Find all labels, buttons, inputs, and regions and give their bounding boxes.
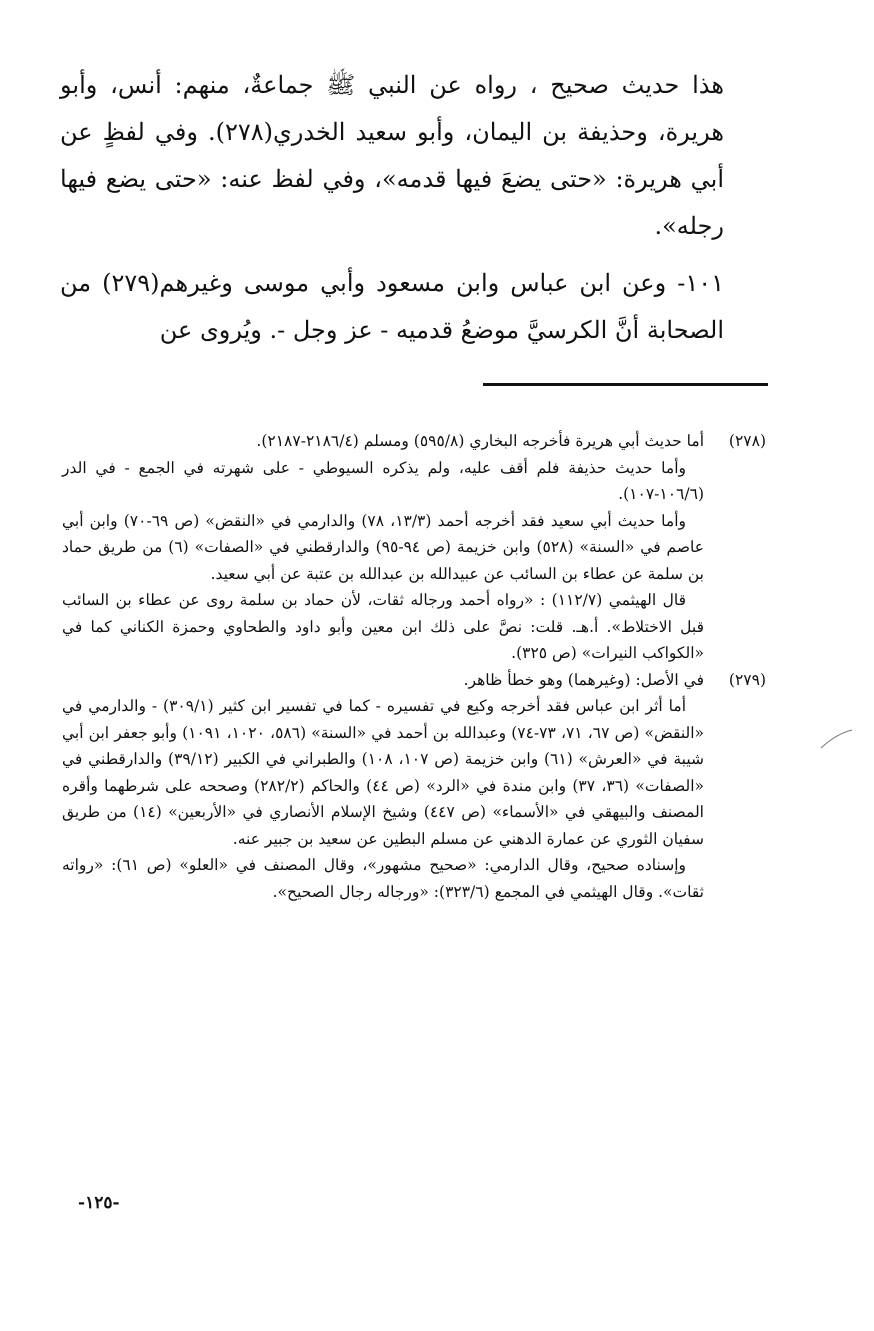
main-paragraph-2: ١٠١- وعن ابن عباس وابن مسعود وأبي موسى وغيرهم(٢٧٩) من الصحابة أنَّ الكرسيَّ موضعُ قدميه - عز وجل -. ويُروى عن [60, 269, 725, 344]
main-paragraph-1: هذا حديث صحيح ، رواه عن النبي ﷺ جماعةٌ، منهم: أنس، وأبو هريرة، وحذيفة بن اليمان، وأبو سعيد الخدري(٢٧٨). وفي لفظٍ عن أبي هريرة: «حتى يضعَ فيها قدمه»، وفي لفظ عنه: «حتى يضع فيها رجله». [60, 71, 725, 240]
footnotes [62, 428, 766, 905]
footnote-paragraph: وأما حديث أبي سعيد فقد أخرجه أحمد (١٣/٣، ٧٨) والدارمي في «النقض» (ص ٦٩-٧٠) وابن أبي عاصم في «السنة» (٥٢٨) وابن خزيمة (ص ٩٤-٩٥) والدارقطني في «الصفات» (٦) من طريق حماد بن سلمة عن عطاء بن السائب عن عبيدالله بن عبدالله بن عتبة عن أبي سعيد. [62, 511, 705, 583]
footnote-278 [62, 428, 766, 667]
footnote-paragraph: قال الهيثمي (١١٢/٧) : «رواه أحمد ورجاله ثقات، لأن حماد بن سلمة روى عن عطاء بن السائب قبل الاختلاط». أ.هـ. قلت: نصَّ على ذلك ابن معين وأبو داود والطحاوي وحمزة الكناني كما في «الكواكب النيرات» (ص ٣٢٥). [62, 591, 704, 662]
footnote-paragraph: وأما حديث حذيفة فلم أقف عليه، ولم يذكره السيوطي - على شهرته في الجمع - في الدر (١٠٦/٦-١٠٧). [62, 458, 704, 503]
footnote-number: (٢٧٩) [728, 670, 766, 689]
page-number: -١٢٥- [78, 1193, 120, 1213]
footnote-number: (٢٧٨) [728, 432, 766, 450]
main-text [60, 62, 774, 354]
footnote-paragraph: وإسناده صحيح، وقال الدارمي: «صحيح مشهور»، وقال المصنف في «العلو» (ص ٦١): «رواته ثقات». وقال الهيثمي في المجمع (٣٢٣/٦): «ورجاله رجال الصحيح». [62, 856, 704, 901]
footnote-279 [62, 667, 766, 906]
footnote-separator [483, 383, 768, 386]
footnote-paragraph: في الأصل: (وغيرهما) وهو خطأ ظاهر. [463, 670, 704, 689]
footnote-paragraph: أما حديث أبي هريرة فأخرجه البخاري (٥٩٥/٨) ومسلم (٢١٨٦/٤-٢١٨٧). [256, 432, 704, 450]
footnote-paragraph: أما أثر ابن عباس فقد أخرجه وكيع في تفسيره - كما في تفسير ابن كثير (٣٠٩/١) - والدارمي في «النقض» (ص ٦٧، ٧١، ٧٣-٧٤) وعبدالله بن أحمد في «السنة» (٥٨٦، ١٠٢٠، ١٠٩١) وأبو جعفر ابن أبي شيبة في «العرش» (٦١) وابن خزيمة (ص ١٠٧، ١٠٨) والطبراني في الكبير (٣٩/١٢) والدارقطني في «الصفات» (٣٦، ٣٧) وابن مندة في «الرد» (ص ٤٤) والحاكم (٢٨٢/٢) وصححه على شرطهما وأقره المصنف والبيهقي في «الأسماء» (ص ٤٤٧) وشيخ الإسلام الأنصاري في «الأربعين» (١٤) من طريق سفيان الثوري عن عمارة الدهني عن مسلم البطين عن سعيد بن جبير عنه. [62, 697, 705, 848]
margin-pen-mark [818, 728, 854, 750]
